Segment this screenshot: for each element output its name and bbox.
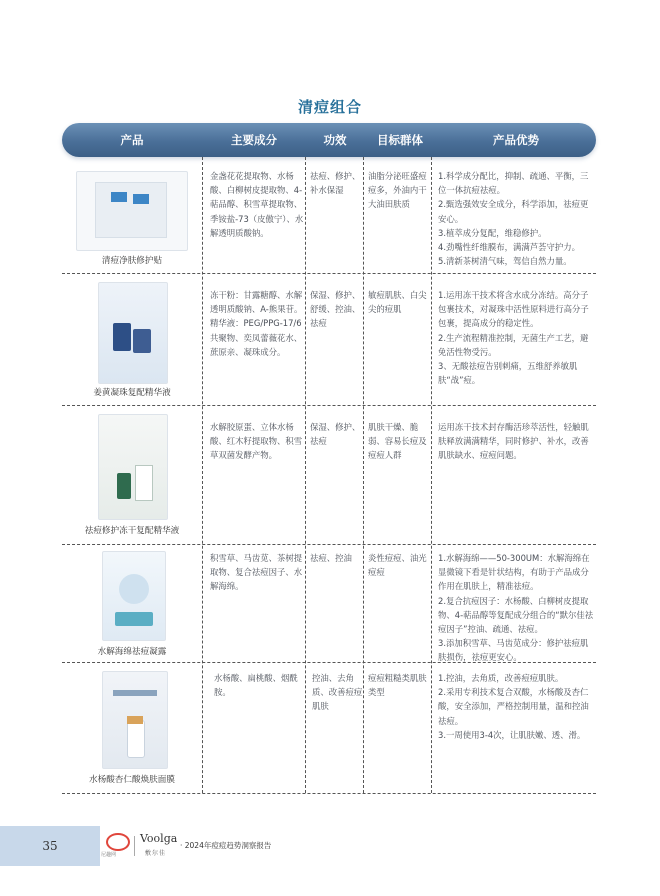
partner-logo-text: 尼趣网 [101, 852, 117, 858]
product-name: 姜黄凝珠复配精华液 [93, 388, 171, 398]
advantage-item: 4.劲嘴性纤维膜布，满满芦荟守护力。 [438, 242, 580, 253]
advantages-cell [438, 169, 594, 268]
brand-subtitle: 敷尔佳 [145, 850, 167, 857]
ingredients-cell: 水解胶原蛋、立体水杨酸、红木籽提取物、积雪草双菌发酵产物。 [210, 422, 303, 461]
advantage-item: 1.科学成分配比，抑制、疏通、平衡，三位一体抗痘祛痘。 [438, 171, 589, 196]
target-cell: 肌肤干燥、脆弱、容易长痘及痘痘人群 [368, 422, 427, 461]
advantage-item: 1.控油，去角质，改善痘痘肌肤。 [438, 673, 564, 683]
product-image [102, 551, 166, 641]
header-product: 产品 [120, 133, 144, 147]
advantage-item: 3、无酸祛痘告别刺痛，五维舒养敏肌肤“战”痘。 [438, 361, 578, 386]
page-number: 35 [42, 839, 58, 853]
ingredients-cell: 冻干粉：甘露糖醇、水解透明质酸钠、A-熊果苷。 精华液：PEG/PPG-17/6共聚物、奕凤蕾薇花水、蔗原亲、凝珠成分。 [210, 290, 303, 357]
section-title: 清痘组合 [297, 98, 362, 116]
efficacy-cell: 保湿、修护、祛痘 [310, 422, 361, 447]
ingredients-cell: 金盏花花提取物、水杨酸、白柳树皮提取物、4-萜品醇、积雪草提取物、季铵盐-73（皮傲宁）、水解透明质酸钠。 [210, 171, 304, 238]
advantage-item: 2.生产流程精准控制，无菌生产工艺，避免活性物受污。 [438, 332, 589, 357]
report-title: · 2024年痘痘趋势洞察报告 [180, 841, 272, 850]
product-image [98, 414, 168, 520]
advantage-item: 5.清新茶树清气味，驾信自然力量。 [438, 256, 572, 267]
table-header [62, 123, 596, 157]
advantages-cell [438, 551, 594, 665]
advantage-item: 1.运用冻干技术将含水成分冻结。高分子包裹技术，对凝珠中活性原料进行高分子包裹，提高成分的稳定性。 [438, 290, 589, 329]
page-footer [0, 826, 660, 866]
efficacy-cell: 祛痘、控油 [310, 553, 352, 563]
header-target: 目标群体 [377, 133, 423, 147]
advantage-item: 2.采用专利技术复合双酸，水杨酸及杏仁酸，安全添加，严格控制用量，温和控油祛痘。 [438, 687, 589, 726]
brand-logo: Voolga [140, 832, 178, 845]
partner-logo-icon [106, 833, 130, 851]
table-row [62, 274, 596, 406]
table-row [62, 545, 596, 663]
product-name: 水解海绵祛痘凝露 [97, 647, 167, 657]
table-row [62, 406, 596, 545]
ingredients-cell: 水杨酸、扁桃酸、烟酰胺。 [214, 673, 298, 698]
target-cell: 敏痘肌肤、白尖尖的痘肌 [368, 290, 427, 315]
table-row [62, 157, 596, 274]
efficacy-cell: 祛痘、修护、补水保湿 [310, 171, 361, 196]
product-name: 清痘净肤修护贴 [101, 256, 163, 266]
target-cell: 油脂分泌旺盛痘痘多，外油内干大油田肤质 [368, 171, 427, 210]
advantage-item: 2.复合抗痘因子：水杨酸、白柳树皮提取物、4-萜品醇等复配成分组合的“默尔佳祛痘因子”控油、疏通、祛痘。 [438, 595, 594, 635]
advantage-item: 运用冻干技术封存酶活珍萃活性，轻触肌肤释放满满精华，同时修护、补水，改善肌肤缺水、痘痘问题。 [438, 422, 589, 461]
efficacy-cell: 保湿、修护、舒缓、控油、祛痘 [310, 290, 361, 329]
product-image [98, 282, 168, 384]
target-cell: 痘痘粗糙类肌肤类型 [368, 673, 427, 698]
advantages-cell [438, 288, 594, 387]
product-image [76, 171, 188, 251]
product-image [102, 671, 168, 769]
advantages-cell [438, 671, 594, 742]
efficacy-cell: 控油、去角质、改善痘痘肌肤 [312, 673, 363, 712]
advantage-item: 3.一周使用3-4次，让肌肤嫩、透、滑。 [438, 729, 586, 740]
target-cell: 炎性痘痘、油光痘痘 [368, 553, 427, 578]
footer-divider [134, 836, 135, 856]
table-row [62, 663, 596, 794]
advantages-cell [438, 420, 594, 463]
advantage-item: 3.添加积雪草、马齿苋成分：修护祛痘肌肤损伤，祛痘更安心。 [438, 638, 589, 663]
header-advantages: 产品优势 [493, 133, 539, 147]
ingredients-cell: 积雪草、马齿苋、茶树提取物、复合祛痘因子、水解海绵。 [210, 553, 303, 592]
product-name: 祛痘修护冻干复配精华液 [84, 526, 180, 536]
header-efficacy: 功效 [323, 133, 347, 147]
advantage-item: 2.甄选强效安全成分，科学添加，祛痘更安心。 [438, 199, 589, 224]
product-name: 水杨酸杏仁酸焕肤面膜 [89, 775, 175, 785]
advantage-item: 3.植萃成分复配，维稳修护。 [438, 227, 547, 238]
advantage-item: 1.水解海绵——50-300UM：水解海绵在显微镜下看是针状结构，有助于产品成分作用在肌肤上，精准祛痘。 [438, 553, 590, 592]
header-ingredients: 主要成分 [231, 133, 277, 147]
